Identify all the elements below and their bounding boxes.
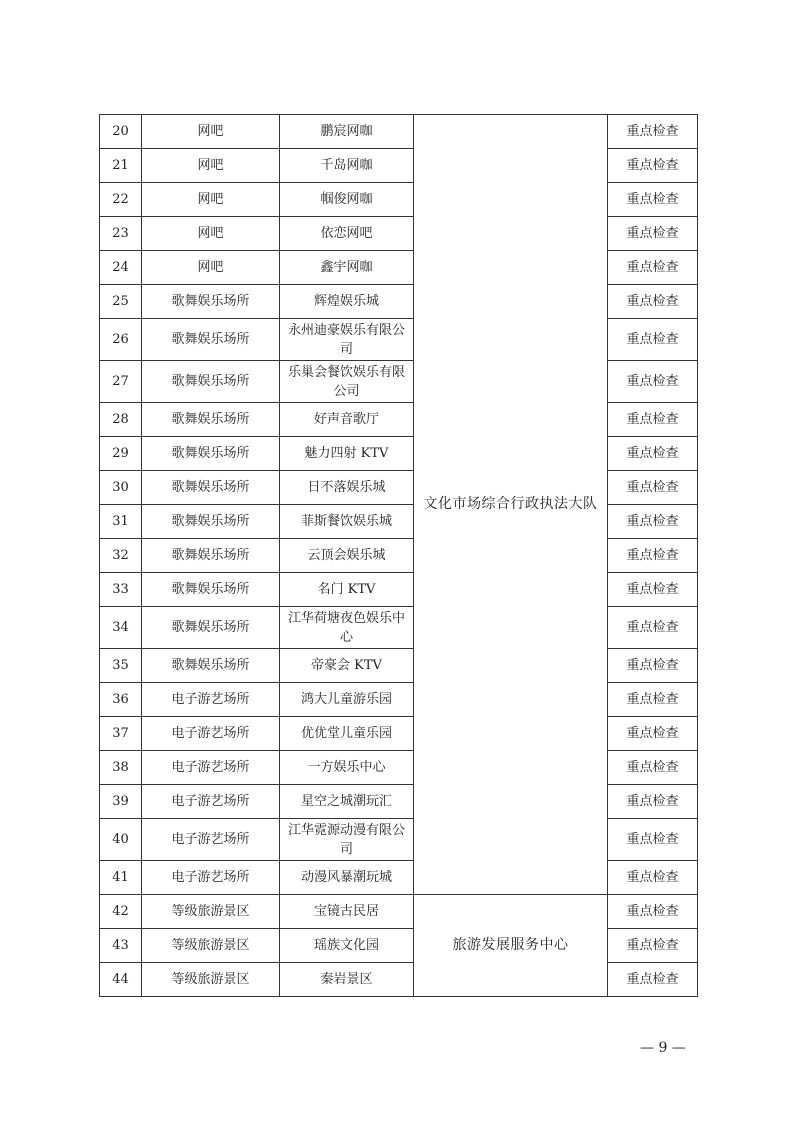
inspection-type: 重点检查 bbox=[608, 437, 698, 471]
venue-type: 歌舞娱乐场所 bbox=[142, 573, 280, 607]
venue-type: 歌舞娱乐场所 bbox=[142, 403, 280, 437]
inspection-type: 重点检查 bbox=[608, 895, 698, 929]
venue-name: 瑶族文化园 bbox=[280, 929, 414, 963]
venue-name: 江华霓源动漫有限公司 bbox=[280, 819, 414, 861]
table-row bbox=[100, 929, 698, 963]
venue-type: 歌舞娱乐场所 bbox=[142, 285, 280, 319]
venue-type: 电子游艺场所 bbox=[142, 861, 280, 895]
row-number: 38 bbox=[100, 751, 142, 785]
row-number: 31 bbox=[100, 505, 142, 539]
table-row bbox=[100, 319, 698, 361]
inspection-type: 重点检查 bbox=[608, 251, 698, 285]
inspection-type: 重点检查 bbox=[608, 149, 698, 183]
venue-name: 鹏宸网咖 bbox=[280, 115, 414, 149]
inspection-type: 重点检查 bbox=[608, 319, 698, 361]
row-number: 33 bbox=[100, 573, 142, 607]
table-row bbox=[100, 963, 698, 997]
venue-type: 歌舞娱乐场所 bbox=[142, 505, 280, 539]
venue-type: 歌舞娱乐场所 bbox=[142, 539, 280, 573]
venue-name: 帼俊网咖 bbox=[280, 183, 414, 217]
row-number: 26 bbox=[100, 319, 142, 361]
venue-name: 永州迪豪娱乐有限公司 bbox=[280, 319, 414, 361]
venue-type: 歌舞娱乐场所 bbox=[142, 361, 280, 403]
table-row bbox=[100, 251, 698, 285]
venue-name: 辉煌娱乐城 bbox=[280, 285, 414, 319]
inspection-type: 重点检查 bbox=[608, 717, 698, 751]
venue-type: 等级旅游景区 bbox=[142, 963, 280, 997]
venue-name: 秦岩景区 bbox=[280, 963, 414, 997]
venue-type: 网吧 bbox=[142, 115, 280, 149]
table-row bbox=[100, 471, 698, 505]
row-number: 30 bbox=[100, 471, 142, 505]
table-row bbox=[100, 649, 698, 683]
table-row bbox=[100, 607, 698, 649]
table-row bbox=[100, 149, 698, 183]
inspection-type: 重点检查 bbox=[608, 505, 698, 539]
row-number: 40 bbox=[100, 819, 142, 861]
venue-name: 依恋网吧 bbox=[280, 217, 414, 251]
inspection-type: 重点检查 bbox=[608, 539, 698, 573]
venue-name: 宝镜古民居 bbox=[280, 895, 414, 929]
venue-type: 电子游艺场所 bbox=[142, 751, 280, 785]
inspection-type: 重点检查 bbox=[608, 115, 698, 149]
inspection-type: 重点检查 bbox=[608, 785, 698, 819]
venue-name: 星空之城潮玩汇 bbox=[280, 785, 414, 819]
inspection-table bbox=[99, 114, 698, 997]
venue-name: 鸿大儿童游乐园 bbox=[280, 683, 414, 717]
inspection-type: 重点检查 bbox=[608, 751, 698, 785]
venue-type: 网吧 bbox=[142, 183, 280, 217]
row-number: 27 bbox=[100, 361, 142, 403]
venue-type: 网吧 bbox=[142, 149, 280, 183]
row-number: 43 bbox=[100, 929, 142, 963]
row-number: 23 bbox=[100, 217, 142, 251]
inspection-type: 重点检查 bbox=[608, 819, 698, 861]
row-number: 22 bbox=[100, 183, 142, 217]
venue-type: 电子游艺场所 bbox=[142, 683, 280, 717]
venue-name: 魅力四射 KTV bbox=[280, 437, 414, 471]
row-number: 25 bbox=[100, 285, 142, 319]
inspection-type: 重点检查 bbox=[608, 285, 698, 319]
table-row bbox=[100, 403, 698, 437]
table-row bbox=[100, 361, 698, 403]
row-number: 41 bbox=[100, 861, 142, 895]
venue-type: 等级旅游景区 bbox=[142, 895, 280, 929]
page-number: — 9 — bbox=[640, 1040, 686, 1056]
row-number: 37 bbox=[100, 717, 142, 751]
row-number: 28 bbox=[100, 403, 142, 437]
row-number: 39 bbox=[100, 785, 142, 819]
inspection-type: 重点检查 bbox=[608, 183, 698, 217]
inspection-type: 重点检查 bbox=[608, 861, 698, 895]
venue-name: 帝豪会 KTV bbox=[280, 649, 414, 683]
row-number: 42 bbox=[100, 895, 142, 929]
inspection-type: 重点检查 bbox=[608, 217, 698, 251]
inspection-type: 重点检查 bbox=[608, 683, 698, 717]
venue-type: 网吧 bbox=[142, 251, 280, 285]
table-row bbox=[100, 683, 698, 717]
row-number: 29 bbox=[100, 437, 142, 471]
venue-type: 电子游艺场所 bbox=[142, 717, 280, 751]
table-row bbox=[100, 819, 698, 861]
row-number: 24 bbox=[100, 251, 142, 285]
venue-type: 电子游艺场所 bbox=[142, 819, 280, 861]
row-number: 35 bbox=[100, 649, 142, 683]
row-number: 21 bbox=[100, 149, 142, 183]
inspection-type: 重点检查 bbox=[608, 607, 698, 649]
venue-type: 歌舞娱乐场所 bbox=[142, 649, 280, 683]
venue-name: 好声音歌厅 bbox=[280, 403, 414, 437]
row-number: 20 bbox=[100, 115, 142, 149]
inspection-type: 重点检查 bbox=[608, 361, 698, 403]
row-number: 44 bbox=[100, 963, 142, 997]
venue-type: 网吧 bbox=[142, 217, 280, 251]
table-row bbox=[100, 217, 698, 251]
row-number: 34 bbox=[100, 607, 142, 649]
table-row bbox=[100, 183, 698, 217]
table-row bbox=[100, 717, 698, 751]
row-number: 32 bbox=[100, 539, 142, 573]
venue-name: 一方娱乐中心 bbox=[280, 751, 414, 785]
table-row bbox=[100, 115, 698, 149]
inspection-type: 重点检查 bbox=[608, 403, 698, 437]
table-row bbox=[100, 539, 698, 573]
row-number: 36 bbox=[100, 683, 142, 717]
venue-type: 等级旅游景区 bbox=[142, 929, 280, 963]
venue-type: 歌舞娱乐场所 bbox=[142, 437, 280, 471]
inspection-type: 重点检查 bbox=[608, 929, 698, 963]
venue-type: 电子游艺场所 bbox=[142, 785, 280, 819]
venue-type: 歌舞娱乐场所 bbox=[142, 471, 280, 505]
table-row bbox=[100, 505, 698, 539]
venue-name: 日不落娱乐城 bbox=[280, 471, 414, 505]
venue-name: 云顶会娱乐城 bbox=[280, 539, 414, 573]
table-row bbox=[100, 785, 698, 819]
inspection-type: 重点检查 bbox=[608, 573, 698, 607]
venue-type: 歌舞娱乐场所 bbox=[142, 607, 280, 649]
venue-name: 乐巢会餐饮娱乐有限公司 bbox=[280, 361, 414, 403]
responsible-department: 旅游发展服务中心 bbox=[414, 895, 608, 997]
venue-name: 千岛网咖 bbox=[280, 149, 414, 183]
table-row bbox=[100, 751, 698, 785]
venue-name: 江华荷塘夜色娱乐中心 bbox=[280, 607, 414, 649]
venue-name: 名门 KTV bbox=[280, 573, 414, 607]
venue-type: 歌舞娱乐场所 bbox=[142, 319, 280, 361]
responsible-department: 文化市场综合行政执法大队 bbox=[414, 115, 608, 895]
venue-name: 优优堂儿童乐园 bbox=[280, 717, 414, 751]
inspection-type: 重点检查 bbox=[608, 471, 698, 505]
inspection-type: 重点检查 bbox=[608, 649, 698, 683]
venue-name: 鑫宇网咖 bbox=[280, 251, 414, 285]
table-row bbox=[100, 861, 698, 895]
table-row bbox=[100, 895, 698, 929]
table-row bbox=[100, 573, 698, 607]
venue-name: 菲斯餐饮娱乐城 bbox=[280, 505, 414, 539]
venue-name: 动漫风暴潮玩城 bbox=[280, 861, 414, 895]
table-row bbox=[100, 437, 698, 471]
table-row bbox=[100, 285, 698, 319]
inspection-type: 重点检查 bbox=[608, 963, 698, 997]
